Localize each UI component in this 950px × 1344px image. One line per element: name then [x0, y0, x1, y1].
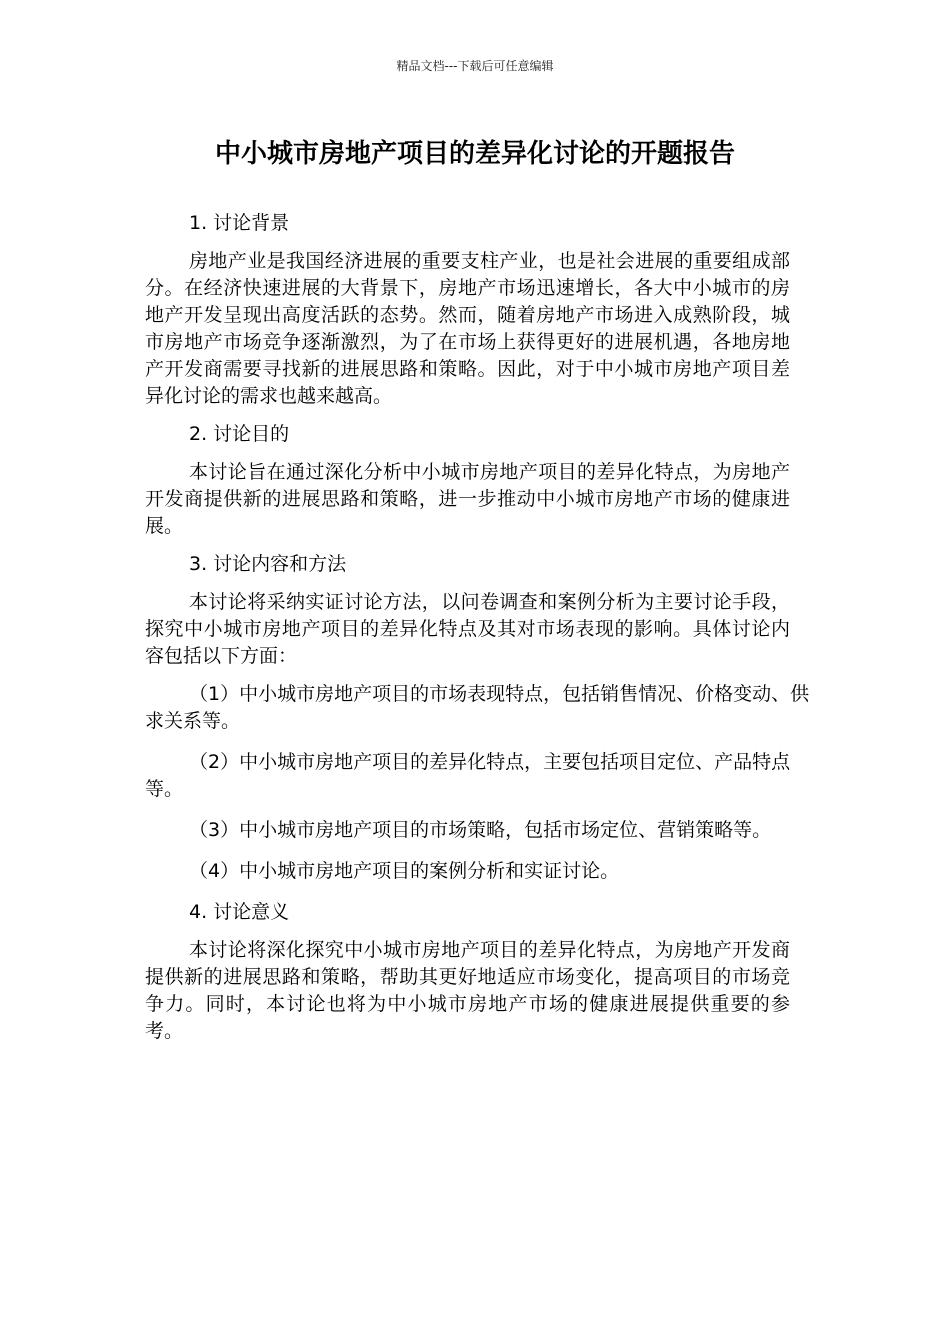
document-body	[145, 210, 815, 1056]
document-title: 中小城市房地产项目的差异化讨论的开题报告	[214, 139, 735, 169]
header-note: 精品文档---下载后可任意编辑	[396, 59, 554, 73]
section-heading-significance: 4. 讨论意义	[189, 901, 290, 923]
section-paragraph-content-method: 本讨论将采纳实证讨论方法，以问卷调查和案例分析为主要讨论手段，探究中小城市房地产项目的差异化特点及其对市场表现的影响。具体讨论内容包括以下方面：	[145, 591, 790, 667]
section-paragraph-background: 房地产业是我国经济进展的重要支柱产业，也是社会进展的重要组成部分。在经济快速进展的大背景下，房地产市场迅速增长，各大中小城市的房地产开发呈现出高度活跃的态势。然而，随着房地产市场进入成熟阶段，城市房地产市场竞争逐渐激烈，为了在市场上获得更好的进展机遇，各地房地产开发商需要寻找新的进展思路和策略。因此，对于中小城市房地产项目差异化讨论的需求也越来越高。	[145, 250, 790, 407]
section-heading-purpose: 2. 讨论目的	[189, 423, 290, 445]
list-item: （4）中小城市房地产项目的案例分析和实证讨论。	[189, 860, 620, 882]
list-item: （1）中小城市房地产项目的市场表现特点，包括销售情况、价格变动、供求关系等。	[145, 683, 810, 732]
section-heading-content-method: 3. 讨论内容和方法	[189, 553, 347, 575]
list-item: （2）中小城市房地产项目的差异化特点，主要包括项目定位、产品特点等。	[145, 751, 791, 800]
list-item: （3）中小城市房地产项目的市场策略，包括市场定位、营销策略等。	[189, 819, 772, 841]
section-paragraph-significance: 本讨论将深化探究中小城市房地产项目的差异化特点，为房地产开发商提供新的进展思路和策略，帮助其更好地适应市场变化，提高项目的市场竞争力。同时，本讨论也将为中小城市房地产市场的健康进展提供重要的参考。	[145, 939, 790, 1042]
section-paragraph-purpose: 本讨论旨在通过深化分析中小城市房地产项目的差异化特点，为房地产开发商提供新的进展思路和策略，进一步推动中小城市房地产市场的健康进展。	[145, 461, 790, 537]
section-heading-background: 1. 讨论背景	[189, 212, 290, 234]
